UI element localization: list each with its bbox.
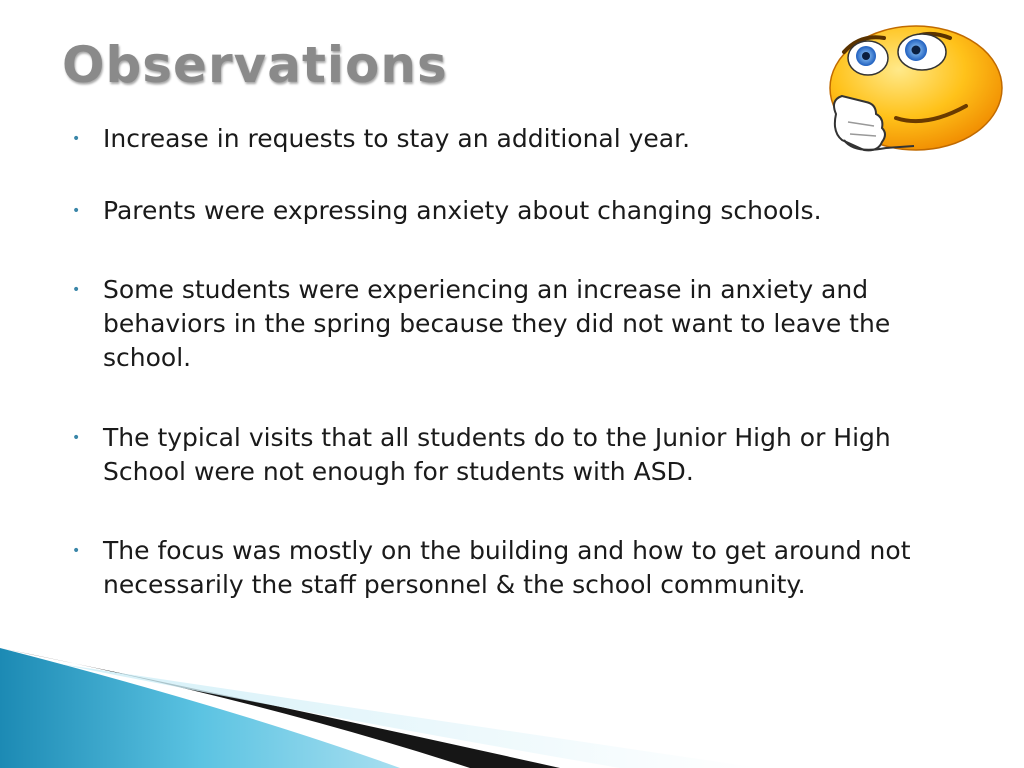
bullet-text: Increase in requests to stay an additional year. (103, 124, 691, 153)
slide-title: Observations (62, 36, 448, 94)
bullet-item (70, 194, 970, 228)
bullet-text: Some students were experiencing an increase in anxiety and behaviors in the spring because they did not want to leave the school. (103, 275, 891, 372)
bullet-item (70, 534, 970, 602)
bullet-list (70, 122, 970, 602)
bullet-marker: • (72, 543, 81, 559)
thinking-face-icon (826, 22, 1004, 158)
bullet-text: The focus was mostly on the building and how to get around not necessarily the staff personnel & the school community. (103, 536, 911, 599)
bullet-marker: • (72, 430, 81, 446)
bullet-item (70, 421, 970, 489)
bullet-text: Parents were expressing anxiety about changing schools. (103, 196, 822, 225)
bullet-marker: • (72, 131, 81, 147)
bullet-item (70, 273, 970, 375)
bullet-marker: • (72, 203, 81, 219)
bullet-text: The typical visits that all students do to the Junior High or High School were not enough for students with ASD. (103, 423, 891, 486)
bullet-marker: • (72, 282, 81, 298)
decorative-wave (0, 640, 1024, 768)
